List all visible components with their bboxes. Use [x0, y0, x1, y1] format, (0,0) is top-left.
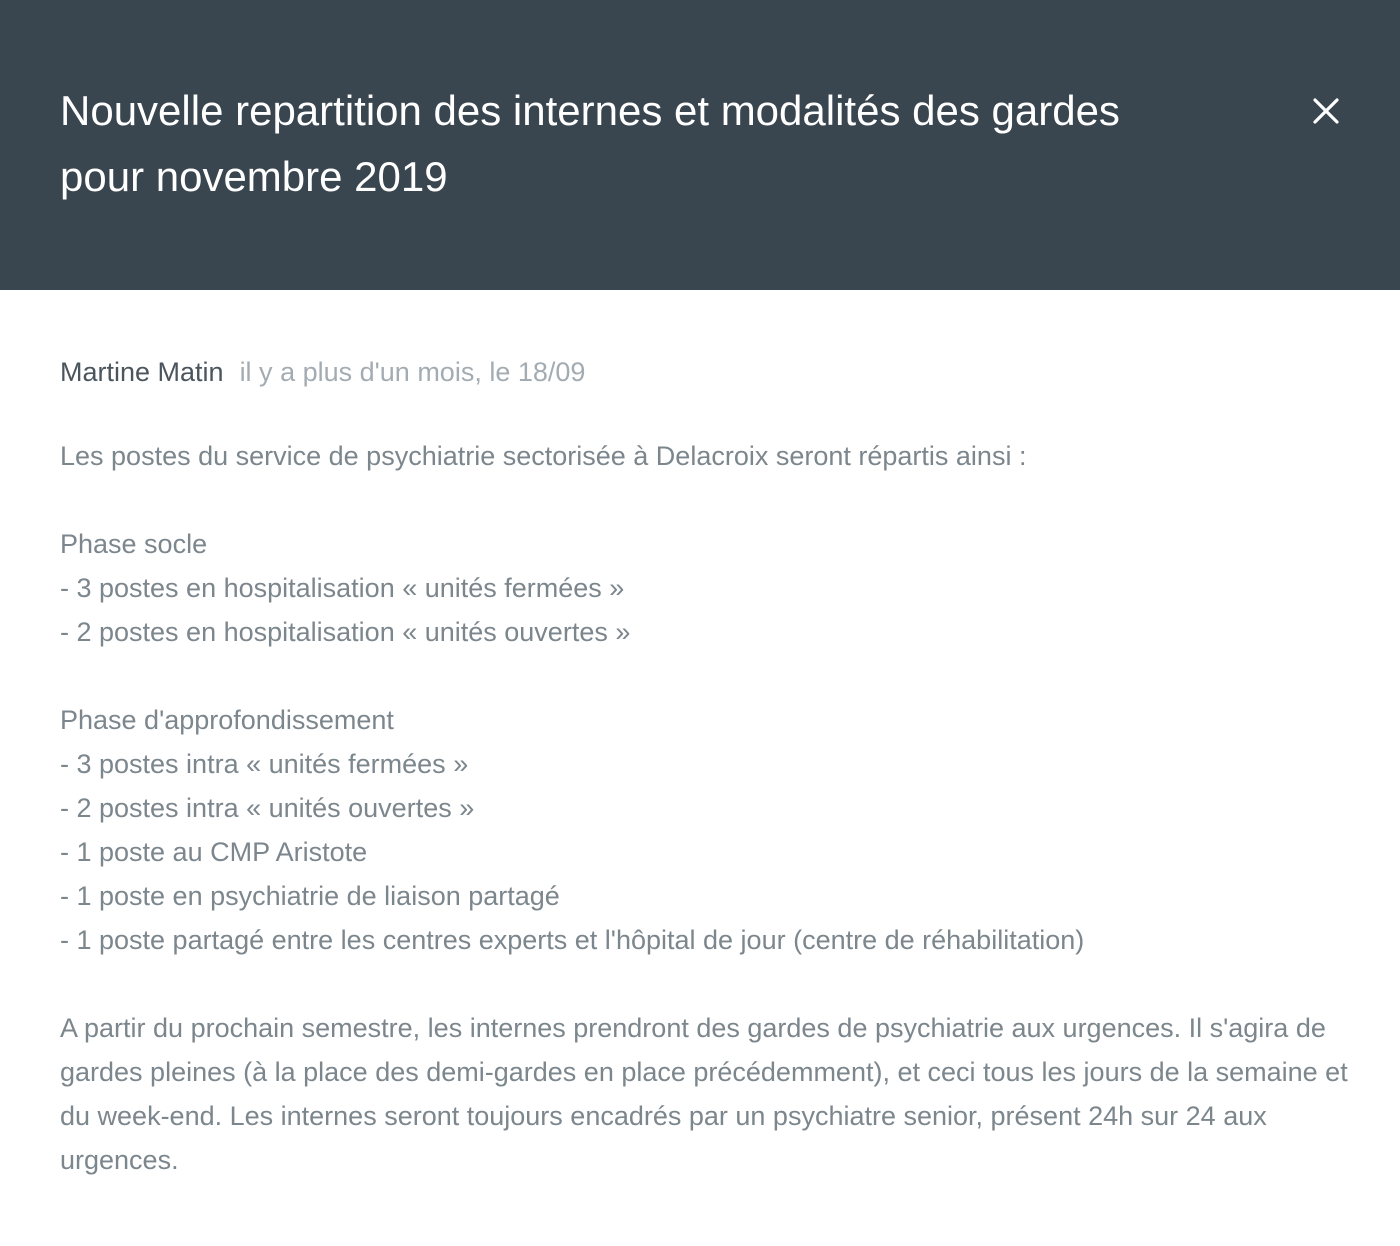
section-phase-socle [60, 522, 1350, 654]
section-title: Phase d'approfondissement [60, 705, 394, 735]
closing-paragraph: A partir du prochain semestre, les internes prendront des gardes de psychiatrie aux urgences. Il s'agira de gardes pleines (à la place des demi-gardes en place précédemment), et ceci tous les jours de la semaine et du week-end. Les internes seront toujours encadrés par un psychiatre senior, présent 24h sur 24 aux urgences. [60, 1013, 1348, 1175]
list-item: - 2 postes en hospitalisation « unités ouvertes » [60, 617, 631, 647]
list-item: - 3 postes en hospitalisation « unités fermées » [60, 573, 625, 603]
section-phase-approfondissement [60, 698, 1350, 962]
message-meta [60, 350, 1350, 394]
list-item: - 2 postes intra « unités ouvertes » [60, 793, 475, 823]
modal-body [60, 350, 1350, 1226]
list-item: - 1 poste partagé entre les centres experts et l'hôpital de jour (centre de réhabilitation) [60, 925, 1085, 955]
author-name[interactable]: Martine Matin [60, 357, 224, 387]
close-icon [1312, 97, 1340, 125]
message-date: il y a plus d'un mois, le 18/09 [239, 357, 586, 387]
message-content [60, 434, 1350, 1182]
list-item: - 1 poste en psychiatrie de liaison partagé [60, 881, 560, 911]
list-item: - 1 poste au CMP Aristote [60, 837, 368, 867]
section-title: Phase socle [60, 529, 208, 559]
modal-title: Nouvelle repartition des internes et modalités des gardes pour novembre 2019 [60, 87, 1120, 200]
modal-header [0, 0, 1400, 290]
intro-paragraph: Les postes du service de psychiatrie sectorisée à Delacroix seront répartis ainsi : [60, 441, 1027, 471]
close-button[interactable] [1300, 85, 1352, 137]
list-item: - 3 postes intra « unités fermées » [60, 749, 469, 779]
